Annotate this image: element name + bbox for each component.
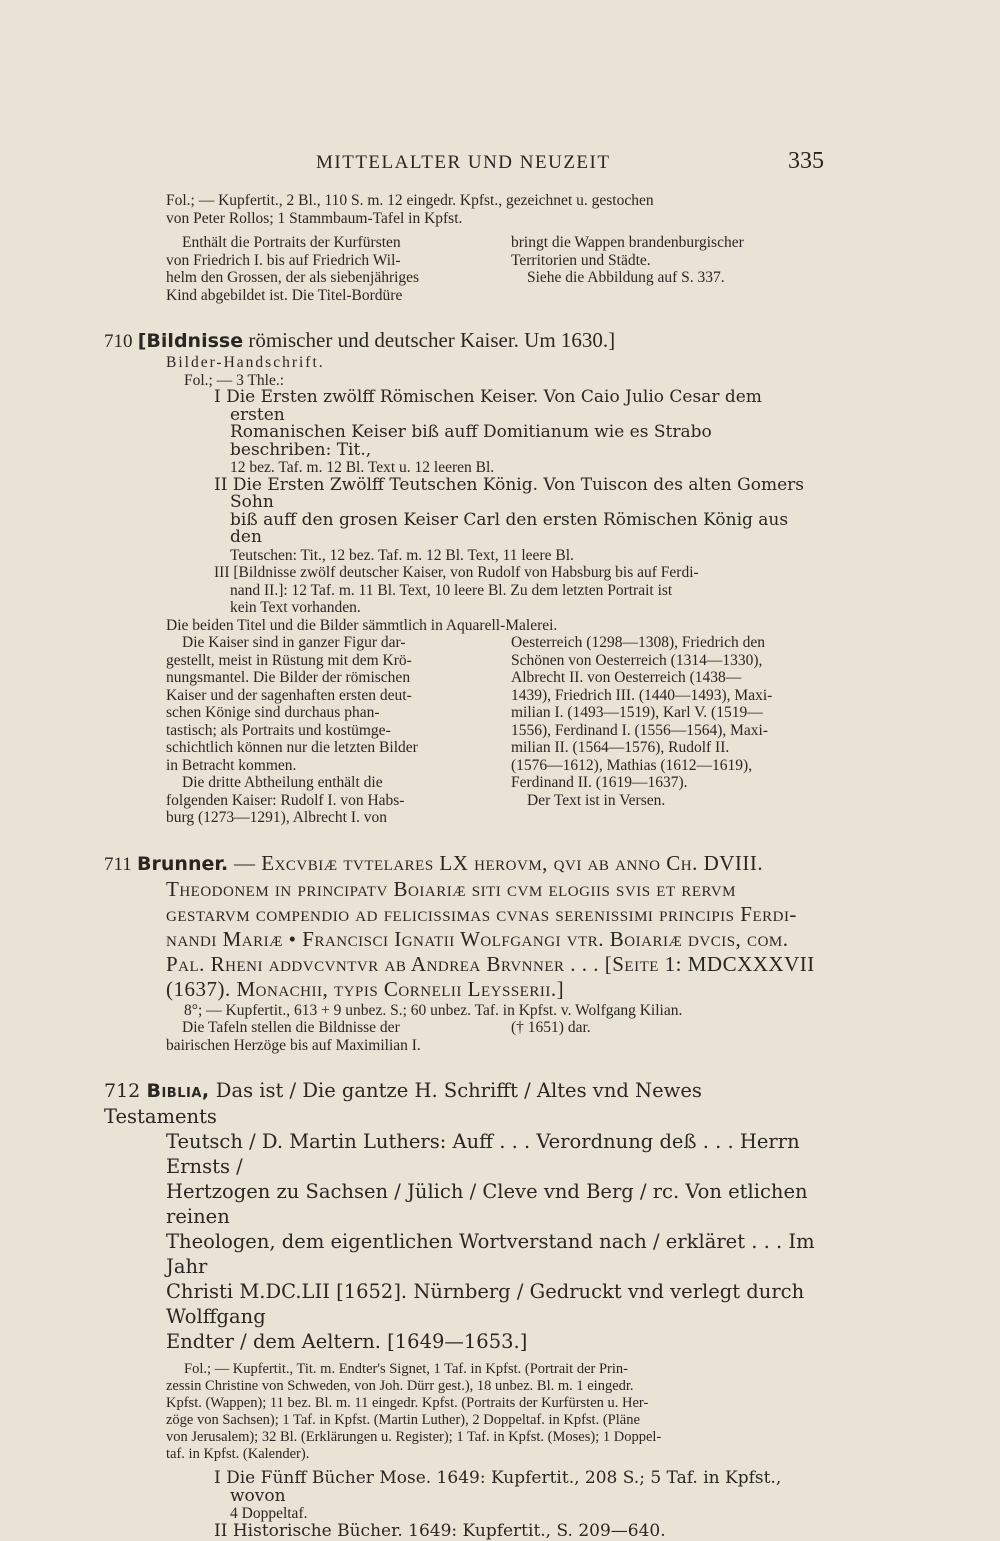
entry-title-lead: Biblia, (146, 1080, 210, 1102)
text-line: helm den Grossen, der als siebenjähriges (166, 269, 420, 286)
text-line: II Historische Bücher. 1649: Kupfertit., S. 209—640. (214, 1520, 666, 1541)
entry-title: — Excvbiæ tvtelares LX herovm, qvi ab anno Ch. DVIII. (228, 850, 764, 875)
entry-part (104, 1470, 816, 1523)
text-line: Oesterreich (1298—1308), Friedrich den (511, 634, 765, 651)
entry-note: Die beiden Titel und die Bilder sämmtlich in Aquarell-Malerei. (166, 616, 558, 634)
text-line: Die Tafeln stellen die Bildnisse der (182, 1019, 400, 1036)
prev-description (104, 234, 816, 304)
text-line: Teutschen: Tit., 12 bez. Taf. m. 12 Bl. Text, 11 leere Bl. (230, 546, 574, 564)
text-line: Siehe die Abbildung auf S. 337. (527, 269, 725, 286)
text-line: Kaiser und der sagenhaften ersten deut- (166, 686, 412, 704)
text-line: Die dritte Abtheilung enthält die (182, 774, 383, 791)
entry-description-right (511, 1019, 816, 1054)
text-line: 1556), Ferdinand I. (1556—1564), Maxi- (511, 721, 768, 739)
text-line: II Die Ersten Zwölff Teutschen König. Von Tuiscon des alten Gomers Sohn (214, 474, 805, 512)
text-line: Endter / dem Aeltern. [1649—1653.] (166, 1330, 528, 1353)
entry-heading (104, 1078, 816, 1129)
text-line: bringt die Wappen brandenburgischer (511, 234, 744, 251)
text-line: schichtlich können nur die letzten Bilder (166, 739, 418, 756)
prev-collation-line: Fol.; — Kupfertit., 2 Bl., 110 S. m. 12 eingedr. Kpfst., gezeichnet u. gestochen (166, 192, 654, 209)
text-line: Pal. Rheni addvcvntvr ab Andrea Brvnner . . . [Seite 1: MDCXXXVII (166, 951, 815, 976)
entry-collation (104, 1361, 816, 1463)
text-line: Theodonem in principatv Boiariæ siti cvm elogiis svis et rervm (166, 876, 737, 901)
text-line: gestarvm compendio ad felicissimas cvnas serenissimi principis Ferdi- (166, 901, 797, 926)
text-line: III [Bildnisse zwölf deutscher Kaiser, von Rudolf von Habsburg bis auf Ferdi- (214, 564, 699, 581)
text-line: tastisch; als Portraits und kostümge- (166, 721, 391, 739)
entry-title: Das ist / Die gantze H. Schrifft / Altes vnd Newes Testaments (104, 1079, 702, 1128)
entry-number: 712 (104, 1080, 141, 1102)
text-line: Ferdinand II. (1619—1637). (511, 774, 688, 791)
text-line: Kpfst. (Wappen); 11 bez. Bl. m. 11 eingedr. Kpfst. (Portraits der Kurfürsten u. Her- (166, 1395, 649, 1411)
text-line: burg (1273—1291), Albrecht I. von (166, 809, 387, 826)
entry-description-left (166, 634, 471, 827)
text-line: nandi Mariæ • Francisci Ignatii Wolfgangi vtr. Boiariæ dvcis, com. (166, 926, 789, 951)
text-line: Christi M.DC.LII [1652]. Nürnberg / Gedruckt vnd verlegt durch Wolffgang (166, 1280, 805, 1328)
running-title: MITTELALTER UND NEUZEIT (316, 152, 611, 173)
entry-description (104, 634, 816, 827)
text-line: Theologen, dem eigentlichen Wortverstand nach / erkläret . . . Im Jahr (166, 1230, 815, 1278)
text-line: gestellt, meist in Rüstung mit dem Krö- (166, 651, 412, 669)
entry-description (104, 1019, 816, 1054)
entry-part (104, 564, 816, 617)
entry-number: 711 (104, 853, 132, 875)
text-line: Territorien und Städte. (511, 251, 651, 269)
text-line: folgenden Kaiser: Rudolf I. von Habs- (166, 791, 405, 809)
entry-collation: 8°; — Kupfertit., 613 + 9 unbez. S.; 60 unbez. Taf. in Kpfst. v. Wolfgang Kilian. (184, 1001, 683, 1019)
text-line: Fol.; — Kupfertit., Tit. m. Endter's Signet, 1 Taf. in Kpfst. (Portrait der Prin- (184, 1361, 628, 1377)
text-line: Enthält die Portraits der Kurfürsten (182, 234, 401, 251)
prev-description-left (166, 234, 471, 304)
entry-subtitle: Bilder-Handschrift. (166, 354, 325, 371)
entry-title: römischer und deutscher Kaiser. Um 1630.] (243, 328, 616, 352)
entry-title-lead: [Bildnisse (137, 330, 244, 352)
text-line: schen Könige sind durchaus phan- (166, 704, 380, 721)
entry-description-right (511, 634, 816, 827)
entry-number: 710 (104, 331, 133, 352)
prev-collation-line: von Peter Rollos; 1 Stammbaum-Tafel in Kpfst. (166, 209, 463, 227)
text-line: Der Text ist in Versen. (527, 791, 666, 809)
page-number: 335 (788, 148, 824, 174)
text-line: kein Text vorhanden. (230, 599, 361, 616)
text-line: zöge von Sachsen); 1 Taf. in Kpfst. (Martin Luther), 2 Doppeltaf. in Kpfst. (Pläne (166, 1412, 640, 1428)
entry-part (104, 1520, 816, 1541)
text-line: 4 Doppeltaf. (230, 1505, 308, 1522)
text-line: milian II. (1564—1576), Rudolf II. (511, 739, 730, 756)
text-line: in Betracht kommen. (166, 756, 297, 774)
text-line: bairischen Herzöge bis auf Maximilian I. (166, 1036, 421, 1054)
text-line: Kind abgebildet ist. Die Titel-Bordüre (166, 286, 403, 304)
entry-description-left (166, 1019, 471, 1054)
text-line: biß auff den grosen Keiser Carl den ersten Römischen König aus den (230, 509, 789, 547)
text-line: nand II.]: 12 Taf. m. 11 Bl. Text, 10 leere Bl. Zu dem letzten Portrait ist (230, 581, 673, 599)
text-line: milian I. (1493—1519), Karl V. (1519— (511, 704, 763, 721)
text-line: zessin Christine von Schweden, von Joh. Dürr gest.), 18 unbez. Bl. m. 1 eingedr. (166, 1378, 634, 1394)
text-line: I Die Fünff Bücher Mose. 1649: Kupfertit., 208 S.; 5 Taf. in Kpfst., wovon (214, 1468, 782, 1506)
entry-title-continued (104, 1129, 816, 1354)
entry-part (104, 389, 816, 477)
text-line: nungsmantel. Die Bilder der römischen (166, 669, 411, 686)
text-line: Die Kaiser sind in ganzer Figur dar- (182, 634, 406, 651)
text-line: von Friedrich I. bis auf Friedrich Wil- (166, 251, 401, 269)
text-line: von Jerusalem); 32 Bl. (Erklärungen u. Register); 1 Taf. in Kpfst. (Moses); 1 Doppel- (166, 1429, 662, 1445)
entry-title-continued (104, 877, 816, 1002)
text-line: 1439), Friedrich III. (1440—1493), Maxi- (511, 686, 773, 704)
entry-heading (104, 851, 816, 877)
text-line: Teutsch / D. Martin Luthers: Auff . . . Verordnung deß . . . Herrn Ernsts / (166, 1130, 800, 1178)
text-line: († 1651) dar. (511, 1019, 591, 1036)
text-line: Schönen von Oesterreich (1314—1330), (511, 651, 763, 669)
text-line: (1576—1612), Mathias (1612—1619), (511, 756, 753, 774)
page-content (104, 192, 816, 1540)
catalog-entry-712 (104, 1078, 816, 1540)
entry-title-lead: Brunner. (137, 852, 229, 875)
catalog-entry-710 (104, 328, 816, 827)
text-line: Hertzogen zu Sachsen / Jülich / Cleve vnd Berg / rc. Von etlichen reinen (166, 1180, 808, 1228)
catalog-entry-711 (104, 851, 816, 1055)
entry-part (104, 474, 816, 565)
text-line: Romanischen Keiser biß auff Domitianum wie es Strabo beschriben: Tit., (230, 422, 712, 460)
entry-heading (104, 328, 816, 354)
page-header (316, 148, 824, 188)
text-line: I Die Ersten zwölff Römischen Keiser. Von Caio Julio Cesar dem ersten (214, 387, 762, 425)
text-line: 12 bez. Taf. m. 12 Bl. Text u. 12 leeren Bl. (230, 459, 495, 476)
entry-collation: Fol.; — 3 Thle.: (184, 371, 285, 389)
text-line: (1637). Monachii, typis Cornelii Leysserii.] (166, 976, 565, 1001)
text-line: Albrecht II. von Oesterreich (1438— (511, 669, 742, 686)
text-line: taf. in Kpfst. (Kalender). (166, 1446, 310, 1462)
prev-description-right (511, 234, 816, 304)
